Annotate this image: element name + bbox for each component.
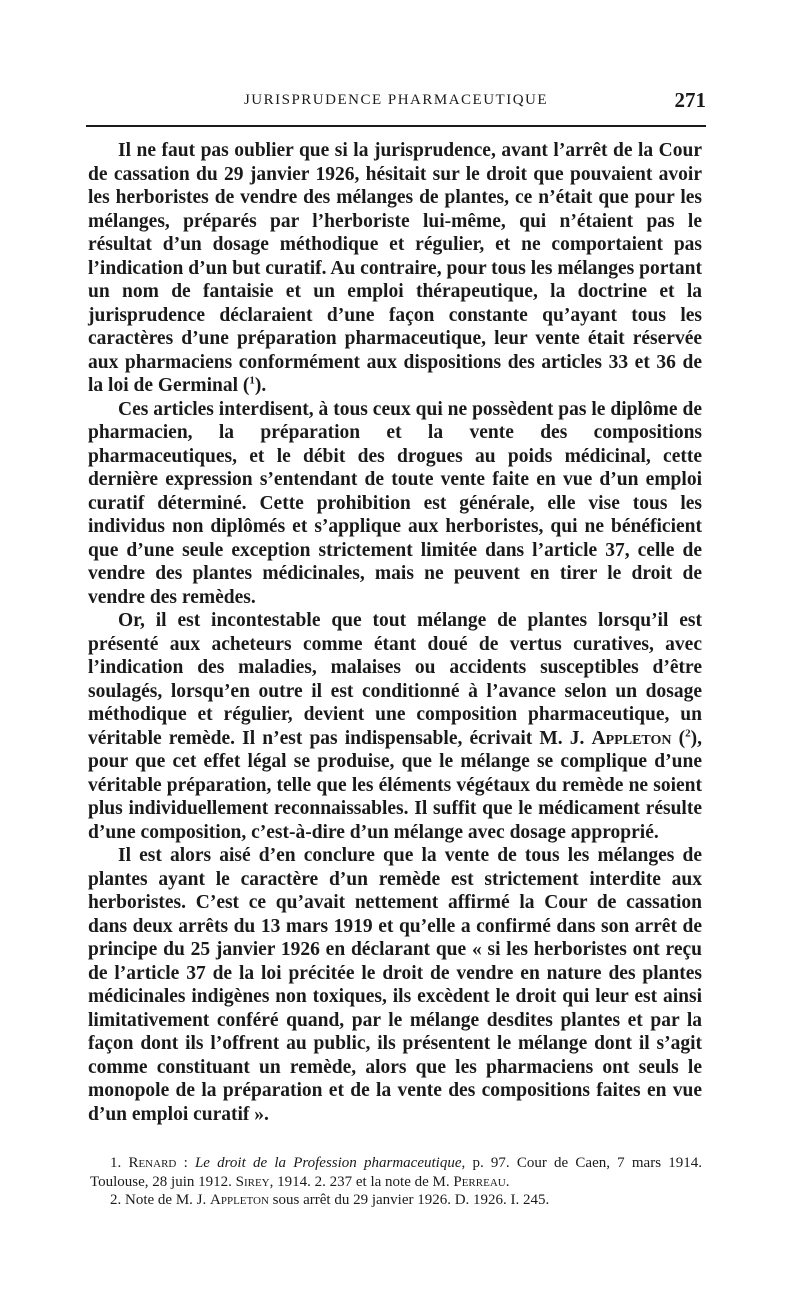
footnote-1-text-c: . [505, 1173, 510, 1190]
paragraph-1-end: ). [254, 375, 267, 396]
footnote-1-separator: : [176, 1155, 195, 1171]
footnote-1-text-a: , p. 97. Cour de Caen, 7 mars 1914. Toulouse, 28 juin 1912. [90, 1155, 702, 1190]
footnote-ref-2: 2 [685, 727, 691, 739]
paragraph-3 [88, 609, 702, 844]
footnote-1-text-b: , 1914. 2. 237 et la note de M. [269, 1173, 454, 1190]
note-paren: ( [671, 727, 686, 749]
paragraph-3-end: ), pour que cet effet légal se produise, que le mélange se complique d’une véritable préparation, telle que les éléments végétaux du remède ne soient plus individuellement reconnaissables. Il suffit que le médicament résulte d’une composition, c’est-à-dire d’un mélange avec dosage approprié. [88, 727, 702, 843]
footnote-2-text-b: sous arrêt du 29 janvier 1926. D. 1926. I. 245. [268, 1192, 550, 1208]
footnote-1-sirey: Sirey [235, 1173, 270, 1190]
running-title: JURISPRUDENCE PHARMACEUTIQUE [243, 92, 549, 108]
paragraph-4: Il est alors aisé d’en conclure que la vente de tous les mélanges de plantes ayant le caractère d’un remède est strictement interdite aux herboristes. C’est ce qu’avait nettement affirmé la Cour de cassation dans deux arrêts du 13 mars 1919 et qu’elle a confirmé dans son arrêt de principe du 25 janvier 1926 en déclarant que « si les herboristes ont reçu de l’article 37 de la loi précitée le droit de vendre en nature des plantes médicinales indigènes non toxiques, ils excèdent le droit qui leur est ainsi limitativement conféré quand, par le mélange desdites plantes et par la façon dont ils l’offrent au public, ils présentent le mélange dont il s’agit comme constituant un remède, alors que les pharmaciens ont seuls le monopole de la préparation et de la vente des compositions faites en vue d’un emploi curatif ». [88, 845, 702, 1125]
page-number: 271 [674, 88, 706, 112]
author-appleton: Appleton [591, 727, 672, 749]
footnote-ref-1: 1 [249, 374, 255, 387]
footnote-1-perreau: Perreau [453, 1173, 506, 1190]
footnote-1-author: Renard [128, 1155, 177, 1171]
footnotes [90, 1154, 702, 1210]
footnote-1-title: Le droit de la Profession pharmaceutique [194, 1155, 462, 1171]
paragraph-1 [88, 139, 702, 398]
body-text [88, 139, 702, 1126]
paragraph-2: Ces articles interdisent, à tous ceux qui ne possèdent pas le diplôme de pharmacien, la préparation et la vente des compositions pharmaceutiques, et le débit des drogues au poids médicinal, cette dernière expression s’entendant de toute vente faite en vue d’un emploi curatif déterminé. Cette prohibition est générale, elle vise tous les individus non diplômés et s’applique aux herboristes, qui ne bénéficient que d’une seule exception strictement limitée dans l’article 37, celle de vendre des plantes médicinales, mais ne peuvent en tirer le droit de vendre des remèdes. [88, 398, 702, 608]
paragraph-1-text: Il ne faut pas oublier que si la jurisprudence, avant l’arrêt de la Cour de cassation du 29 janvier 1926, hésitait sur le droit que pouvaient avoir les herboristes de vendre des mélanges de plantes, ce n’était que pour les mélanges, préparés par l’herboriste lui-même, qui n’étaient pas le résultat d’un dosage méthodique et régulier, et ne comportaient pas l’indication d’un but curatif. Au contraire, pour tous les mélanges portant un nom de fantaisie et un emploi thérapeutique, la doctrine et la jurisprudence déclaraient d’une façon constante qu’ayant tous les caractères d’une préparation pharmaceutique, leur vente était réservée aux pharmaciens conformément aux dispositions des articles 33 et 36 de la loi de Germinal ( [88, 140, 702, 396]
footnote-2-author: Appleton [210, 1192, 269, 1208]
page-header [86, 88, 706, 118]
footnote-1-number: 1. [110, 1155, 129, 1171]
footnote-2-text-a: 2. Note de M. J. [110, 1192, 210, 1208]
paragraph-3-text: Or, il est incontestable que tout mélange de plantes lorsqu’il est présenté aux acheteurs comme étant doué de vertus curatives, avec l’indication des maladies, malaises ou accidents susceptibles d’être soulagés, lorsqu’en outre il est conditionné à l’avance selon un dosage méthodique et régulier, devient une composition pharmaceutique, un véritable remède. Il n’est pas indispensable, écrivait M. J. [88, 610, 702, 749]
footnote-1 [90, 1154, 702, 1191]
footnote-2 [90, 1191, 702, 1210]
header-rule [86, 125, 706, 127]
